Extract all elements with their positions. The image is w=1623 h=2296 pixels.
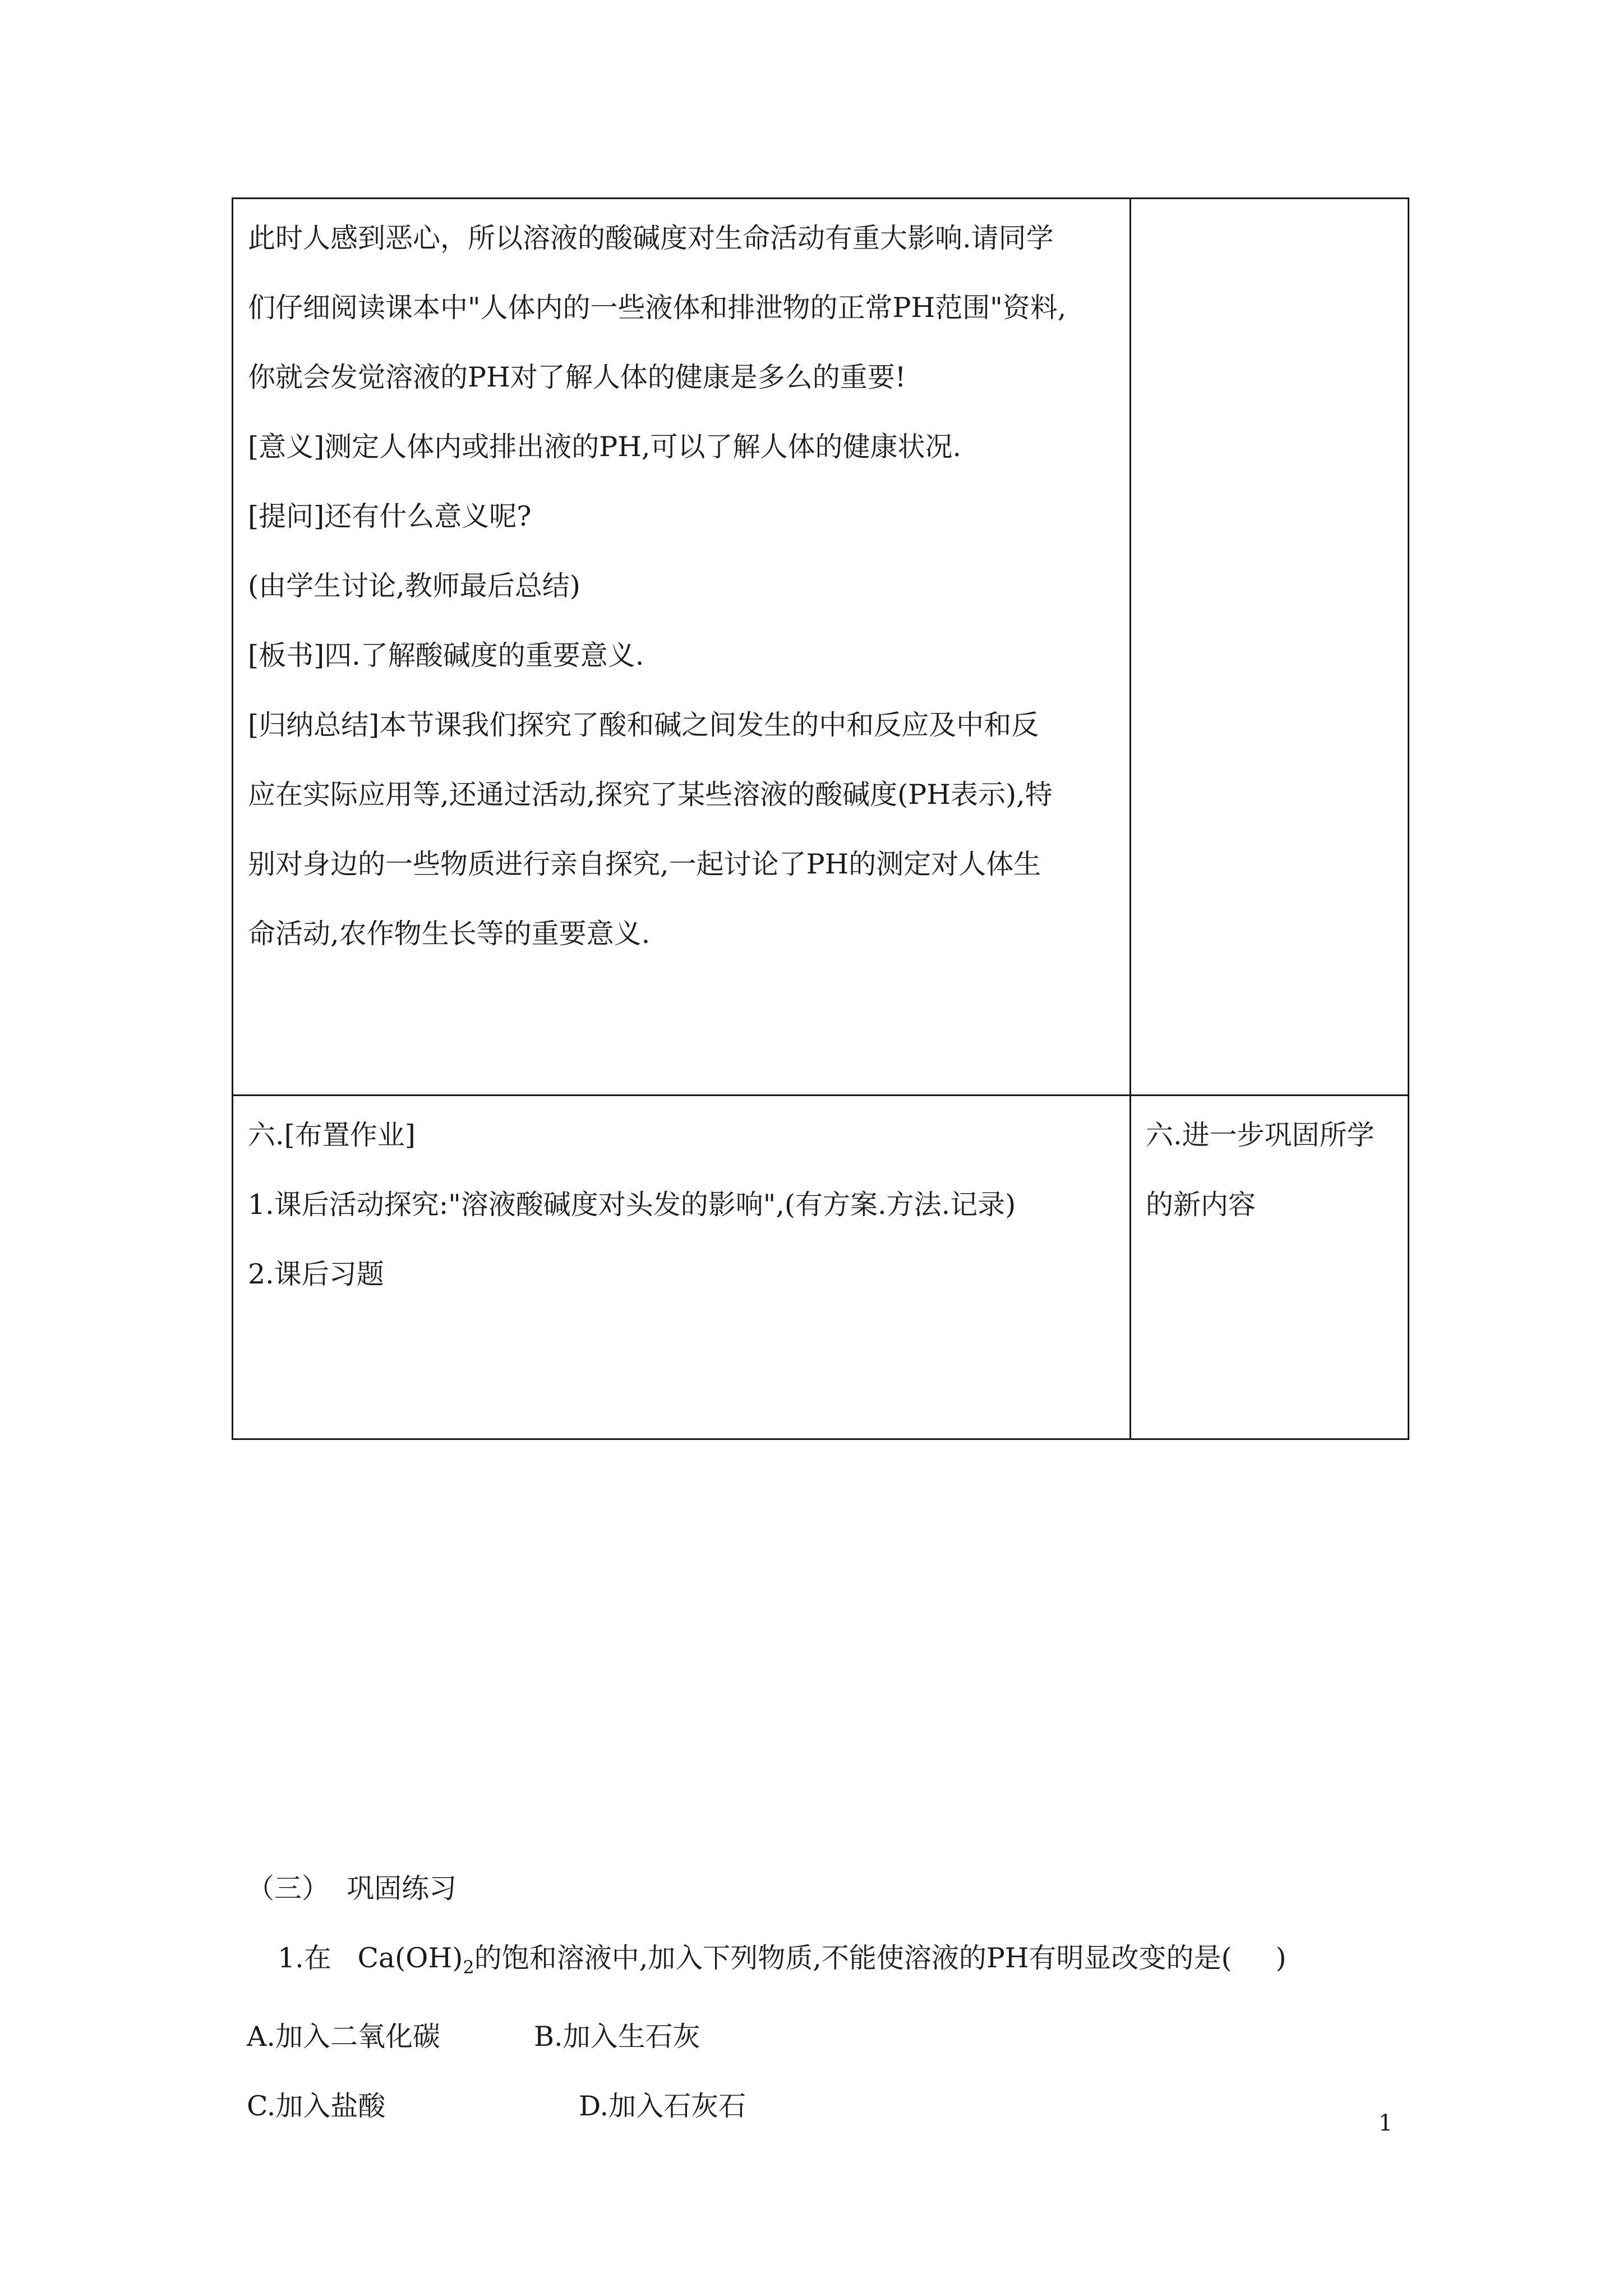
text-line: 六.进一步巩固所学 xyxy=(1146,1119,1375,1151)
text-line: 别对身边的一些物质进行亲自探究,一起讨论了PH的测定对人体生 xyxy=(248,848,1041,880)
text-line: (由学生讨论,教师最后总结) xyxy=(248,570,580,602)
option-d: D.加入石灰石 xyxy=(579,2090,746,2122)
text-line: 应在实际应用等,还通过活动,探究了某些溶液的酸碱度(PH表示),特 xyxy=(248,779,1053,811)
text-line: 的新内容 xyxy=(1146,1189,1256,1221)
table-row xyxy=(233,199,1409,1096)
question-text: 的饱和溶液中,加入下列物质,不能使溶液的PH有明显改变的是( ) xyxy=(474,1942,1287,1974)
text-line: [意义]测定人体内或排出液的PH,可以了解人体的健康状况. xyxy=(248,431,962,463)
options-row xyxy=(247,2002,1424,2072)
homework-cell xyxy=(233,1096,1131,1439)
text-line: 们仔细阅读课本中"人体内的一些液体和排泄物的正常PH范围"资料, xyxy=(248,292,1067,324)
text-line: [归纳总结]本节课我们探究了酸和碱之间发生的中和反应及中和反 xyxy=(248,709,1039,741)
page-number: 1 xyxy=(1378,2110,1393,2136)
practice-section xyxy=(247,1854,1424,2141)
option-a: A.加入二氧化碳 xyxy=(247,2020,440,2053)
options-row xyxy=(247,2072,1424,2141)
question-1 xyxy=(247,1924,1424,2002)
text-line: 命活动,农作物生长等的重要意义. xyxy=(248,918,651,950)
text-line: [板书]四.了解酸碱度的重要意义. xyxy=(248,639,644,671)
design-intent-cell xyxy=(1131,199,1409,1096)
option-b: B.加入生石灰 xyxy=(534,2020,700,2053)
text-line: 你就会发觉溶液的PH对了解人体的健康是多么的重要! xyxy=(248,361,906,393)
lesson-table xyxy=(232,197,1409,1440)
homework-item: 1.课后活动探究:"溶液酸碱度对头发的影响",(有方案.方法.记录) xyxy=(248,1189,1016,1221)
question-text: 1.在 Ca(OH) xyxy=(278,1942,463,1974)
homework-heading: 六.[布置作业] xyxy=(248,1119,416,1151)
table-row xyxy=(233,1096,1409,1439)
section-heading: （三） 巩固练习 xyxy=(247,1872,457,1904)
design-intent-cell xyxy=(1131,1096,1409,1439)
homework-item: 2.课后习题 xyxy=(248,1258,384,1290)
text-line: 此时人感到恶心，所以溶液的酸碱度对生命活动有重大影响.请同学 xyxy=(248,222,1054,254)
option-c: C.加入盐酸 xyxy=(247,2090,386,2122)
text-line: [提问]还有什么意义呢? xyxy=(248,500,532,532)
lesson-summary-cell xyxy=(233,199,1131,1096)
subscript: 2 xyxy=(463,1956,474,1978)
